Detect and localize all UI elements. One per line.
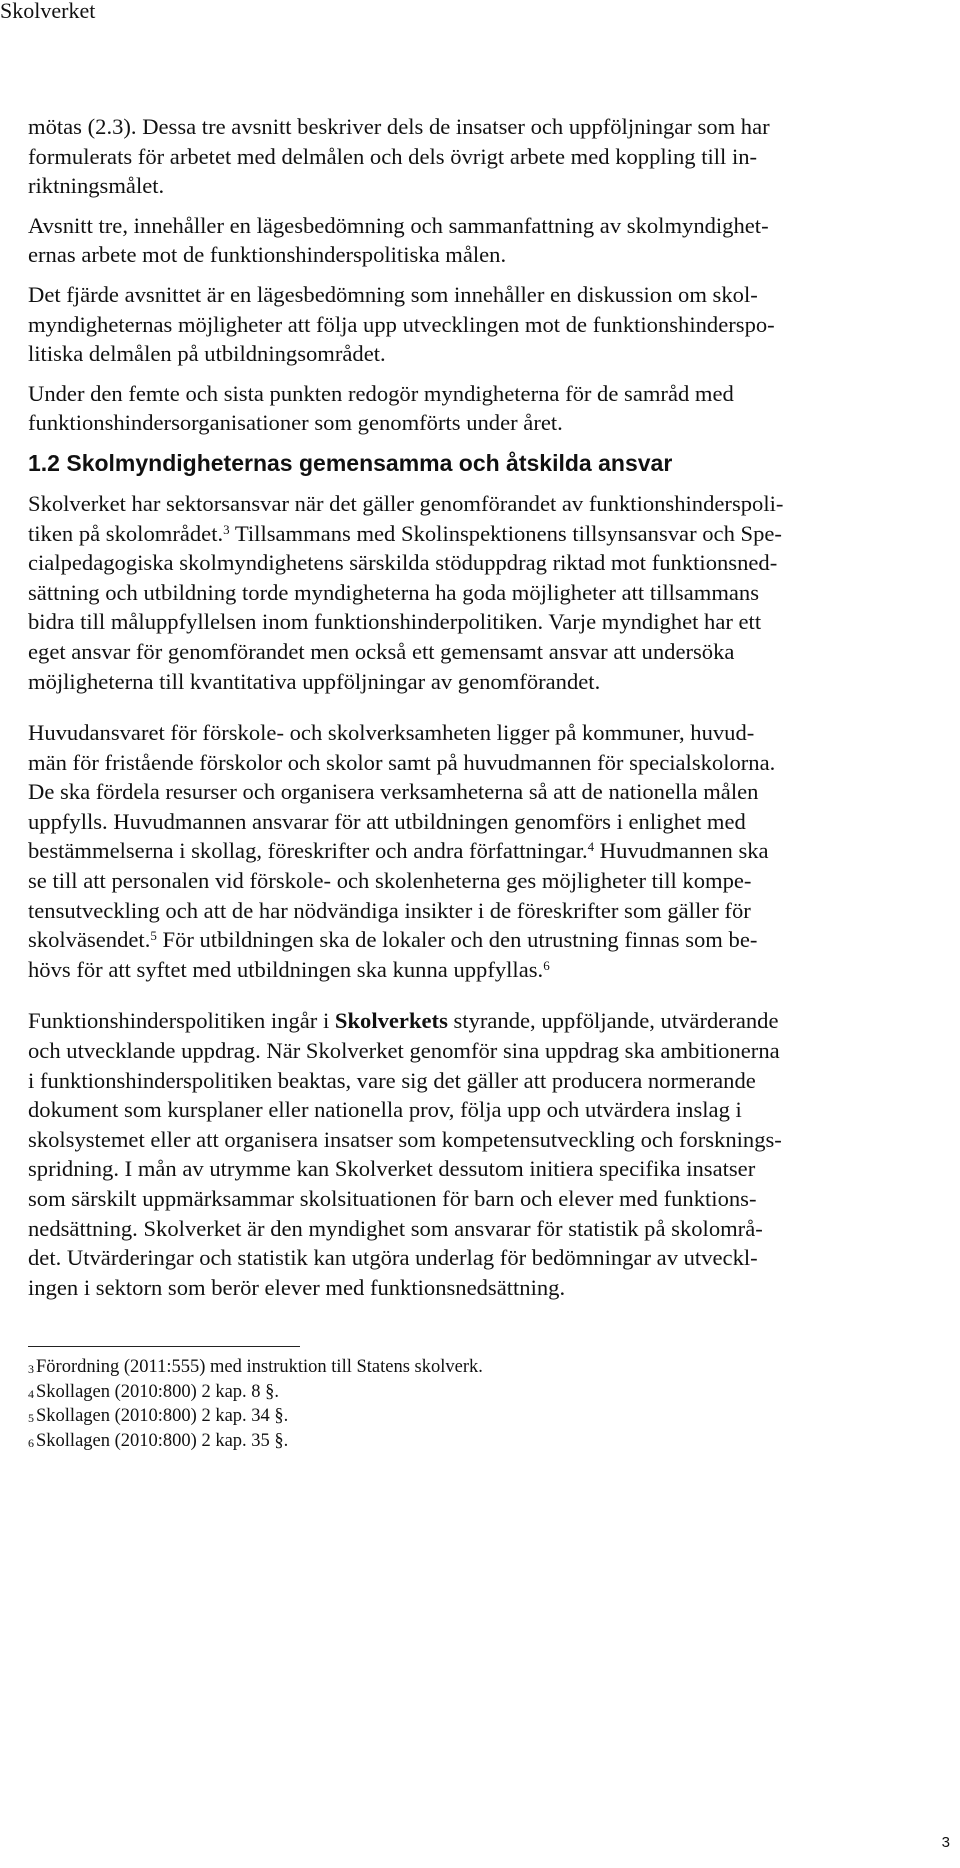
section-heading: 1.2 Skolmyndigheternas gemensamma och åtskilda ansvar: [28, 449, 673, 476]
text-line: Det fjärde avsnittet är en lägesbedömning som innehåller en diskussion om skol-: [28, 281, 758, 307]
text-line: cialpedagogiska skolmyndighetens särskilda stöduppdrag riktad mot funktionsned-: [28, 550, 778, 576]
text-line: Avsnitt tre, innehåller en lägesbedömning och sammanfattning av skolmyndighet-: [28, 212, 769, 238]
text-line: skolväsendet.$^5$ För utbildningen ska de lokaler och den utrustning finnas som be-: [28, 927, 758, 953]
footnote-ref: 5: [150, 928, 157, 944]
text-line: riktningsmålet.: [28, 173, 165, 199]
text-line: Huvudansvaret för förskole- och skolverksamheten ligger på kommuner, huvud-: [28, 720, 755, 746]
text-line: tiken på skolområdet.$^3$ Tillsammans med Skolinspektionens tillsynsansvar och Spe-: [28, 520, 782, 546]
text-line: dokument som kursplaner eller nationella prov, följa upp och utvärdera inslag i: [28, 1097, 742, 1123]
footnote-separator: [28, 1346, 300, 1347]
text-line: mötas (2.3). Dessa tre avsnitt beskriver dels de insatser och uppföljningar som har: [28, 114, 770, 139]
text-line: skolsystemet eller att organisera insatser som kompetensutveckling och forsknings-: [28, 1126, 782, 1152]
text-line: och utvecklande uppdrag. När Skolverket genomför sina uppdrag ska ambitionerna: [28, 1038, 780, 1064]
text-line: bidra till måluppfyllelsen inom funktionshinderpolitiken. Varje myndighet har ett: [28, 609, 762, 635]
text-line: i funktionshinderspolitiken beaktas, vare sig det gäller att producera normerande: [28, 1067, 756, 1093]
text-line: Skolverket har sektorsansvar när det gäller genomförandet av funktionshinderspoli-: [28, 490, 784, 516]
text-line: ernas arbete mot de funktionshinderspolitiska målen.: [28, 242, 507, 268]
text-line: myndigheternas möjligheter att följa upp utvecklingen mot de funktionshinderspo-: [28, 311, 775, 337]
text-line: bestämmelserna i skollag, föreskrifter och andra författningar.$^4$ Huvudmannen ska: [28, 838, 769, 864]
text-line: som särskilt uppmärksammar skolsituationen för barn och elever med funktions-: [28, 1186, 757, 1211]
paragraph-intro: [28, 112, 814, 201]
body-text: [28, 112, 814, 1302]
paragraph-disability-policy: [28, 1006, 814, 1302]
footnote-ref: 3: [223, 521, 230, 537]
text-line: funktionshindersorganisationer som genomförts under året.: [28, 410, 563, 436]
paragraph-section-three: [28, 211, 814, 270]
text-line: män för fristående förskolor och skolor samt på huvudmannen för specialskolorna.: [28, 749, 776, 775]
paragraph-section-five: [28, 379, 814, 438]
text-line: Under den femte och sista punkten redogör myndigheterna för de samråd med: [28, 380, 734, 406]
text-line: formulerats för arbetet med delmålen och dels övrigt arbete med koppling till in-: [28, 143, 758, 169]
text-line: hövs för att syftet med utbildningen ska kunna uppfyllas.$^6$: [28, 956, 550, 982]
paragraph-shared-responsibility: [28, 489, 814, 696]
footnote-ref: 6: [543, 957, 550, 973]
paragraph-section-four: [28, 280, 814, 369]
text-line: Funktionshinderspolitiken ingår i Skolverkets styrande, uppföljande, utvärderande: [28, 1008, 779, 1034]
text-line: tensutveckling och att de har nödvändiga insikter i de föreskrifter som gäller för: [28, 897, 751, 923]
text-line: det. Utvärderingar och statistik kan utgöra underlag för bedömningar av utveckl-: [28, 1245, 758, 1271]
emphasis-skolverkets: Skolverkets: [334, 1008, 448, 1034]
text-line: uppfylls. Huvudmannen ansvarar för att utbildningen genomförs i enlighet med: [28, 808, 746, 834]
footnote: $^5$ Skollagen (2010:800) 2 kap. 34 §.: [28, 1406, 289, 1426]
footnotes: [28, 1355, 483, 1453]
text-line: möjligheterna till kvantitativa uppföljningar av genomförandet.: [28, 668, 601, 694]
footnote: $^6$ Skollagen (2010:800) 2 kap. 35 §.: [28, 1430, 289, 1451]
footnote-ref: 4: [587, 839, 595, 855]
text-line: ingen i sektorn som berör elever med funktionsnedsättning.: [28, 1274, 566, 1300]
text-line: eget ansvar för genomförandet men också ett gemensamt ansvar att undersöka: [28, 638, 735, 664]
text-line: litiska delmålen på utbildningsområdet.: [28, 341, 386, 367]
running-header: Skolverket: [0, 0, 96, 23]
text-line: se till att personalen vid förskole- och skolenheterna ges möjligheter till kompe-: [28, 868, 752, 894]
paragraph-principal-responsibility: [28, 718, 814, 984]
text-line: De ska fördela resurser och organisera verksamheterna så att de nationella målen: [28, 779, 759, 805]
footnote: $^3$ Förordning (2011:555) med instruktion till Statens skolverk.: [28, 1357, 483, 1377]
text-line: sättning och utbildning torde myndigheterna ha goda möjligheter att tillsammans: [28, 579, 760, 605]
text-line: spridning. I mån av utrymme kan Skolverket dessutom initiera specifika insatser: [28, 1156, 756, 1182]
page-number: 3: [941, 1834, 950, 1851]
footnote: $^4$ Skollagen (2010:800) 2 kap. 8 §.: [28, 1381, 280, 1402]
text-line: nedsättning. Skolverket är den myndighet som ansvarar för statistik på skolområ-: [28, 1215, 763, 1241]
